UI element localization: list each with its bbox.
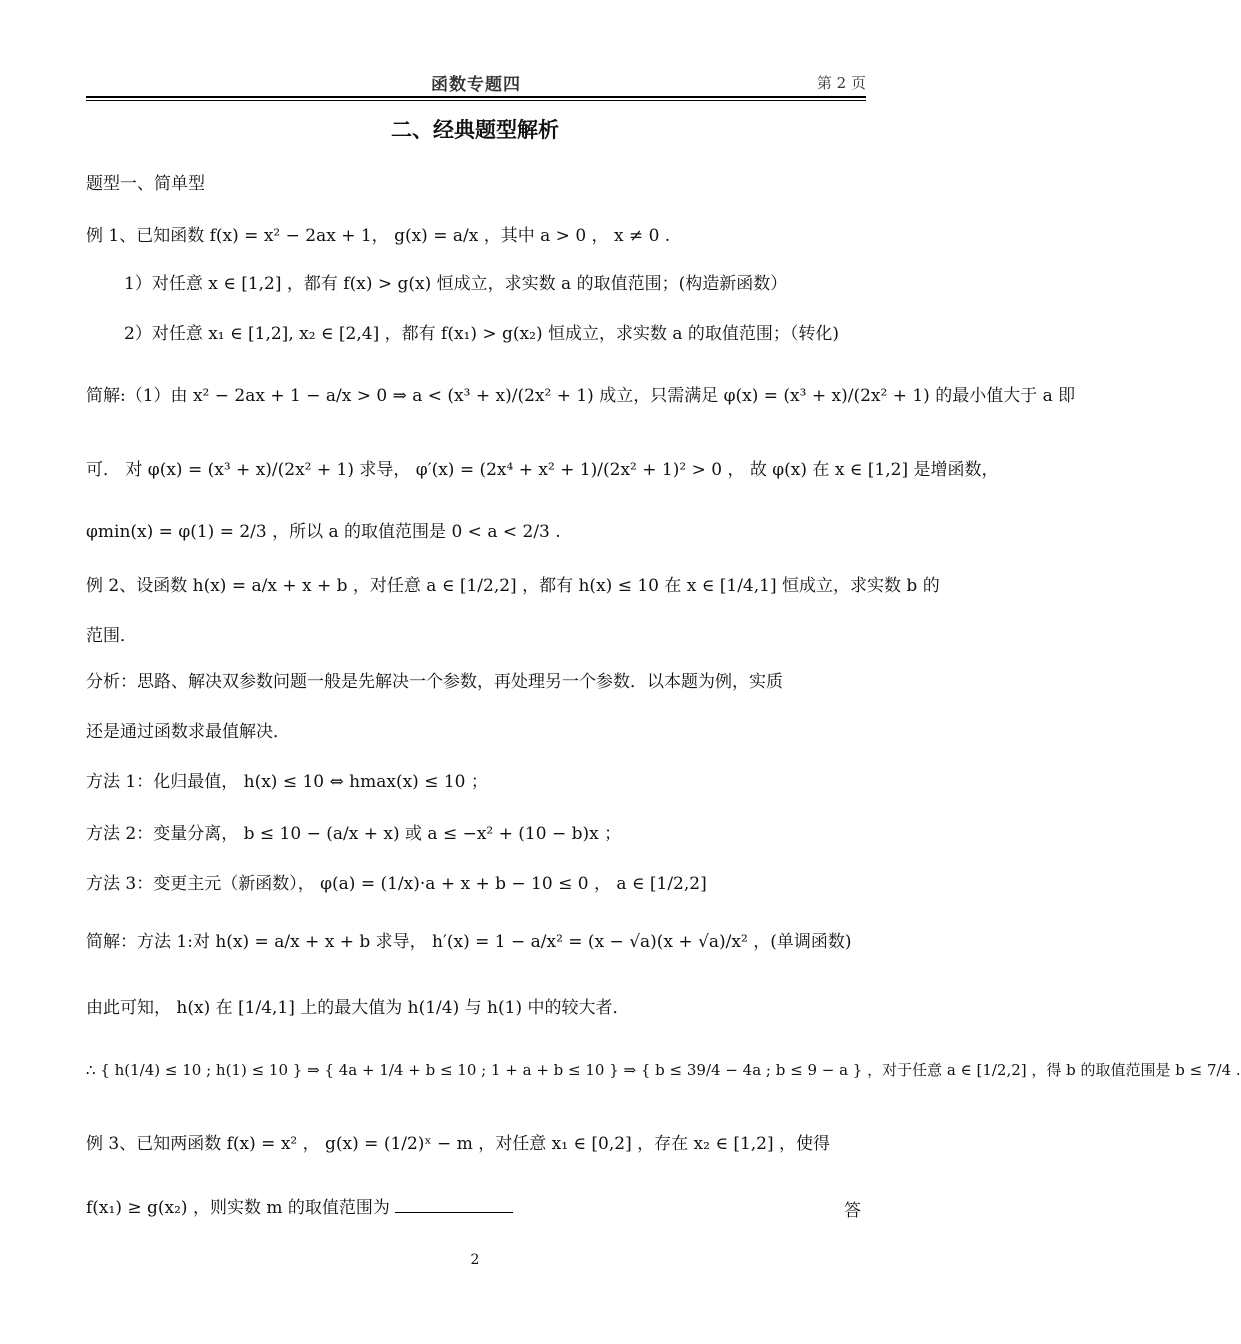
- example-1-statement: 例 1、已知函数 f(x) = x² − 2ax + 1， g(x) = a/x ，其中 a > 0 ， x ≠ 0 .: [86, 226, 671, 246]
- section-title: 二、经典题型解析: [391, 118, 559, 142]
- page-header: [86, 70, 866, 96]
- method-2: 方法 2：变量分离， b ≤ 10 − (a/x + x) 或 a ≤ −x² + (10 − b)x ；: [86, 824, 622, 844]
- header-rule-thick: [86, 96, 866, 98]
- solution-1-line-3: φmin(x) = φ(1) = 2/3 ，所以 a 的取值范围是 0 < a < 2/3 .: [86, 522, 561, 542]
- solution-2-derivative: 简解：方法 1:对 h(x) = a/x + x + b 求导， h′(x) = 1 − a/x² = (x − √a)(x + √a)/x² ，(单调函数): [86, 932, 852, 952]
- type-heading: 题型一、简单型: [86, 174, 205, 194]
- header-rule-thin: [86, 100, 866, 101]
- solution-2-max: 由此可知， h(x) 在 [1/4,1] 上的最大值为 h(1/4) 与 h(1) 中的较大者．: [86, 998, 630, 1018]
- example-1-part-2: 2）对任意 x₁ ∈ [1,2], x₂ ∈ [2,4] ，都有 f(x₁) > g(x₂) 恒成立，求实数 a 的取值范围；（转化): [124, 324, 840, 344]
- footer-page-number: 2: [470, 1252, 480, 1268]
- solution-2-system: ∴ { h(1/4) ≤ 10 ; h(1) ≤ 10 } ⇒ { 4a + 1/4 + b ≤ 10 ; 1 + a + b ≤ 10 } ⇒ { b ≤ 39/4 − 4a ; b ≤ 9 − a } ，对于任意 a ∈ [1/2,2] ，得 b 的取值范围是 b ≤ 7/4 .: [86, 1061, 1241, 1079]
- method-3: 方法 3：变更主元（新函数）， φ(a) = (1/x)·a + x + b − 10 ≤ 0 ， a ∈ [1/2,2]: [86, 874, 707, 894]
- example-2-statement-cont: 范围．: [86, 626, 137, 646]
- example-2-statement: 例 2、设函数 h(x) = a/x + x + b ，对任意 a ∈ [1/2,2] ，都有 h(x) ≤ 10 在 x ∈ [1/4,1] 恒成立，求实数 b 的: [86, 576, 940, 596]
- example-3-statement: 例 3、已知两函数 f(x) = x² ， g(x) = (1/2)ˣ − m ，对任意 x₁ ∈ [0,2] ，存在 x₂ ∈ [1,2] ，使得: [86, 1134, 831, 1154]
- analysis-line-2: 还是通过函数求最值解决．: [86, 722, 290, 742]
- header-page-label: 第 2 页: [816, 74, 866, 92]
- solution-1-line-2: 可． 对 φ(x) = (x³ + x)/(2x² + 1) 求导， φ′(x) = (2x⁴ + x² + 1)/(2x² + 1)² > 0 ， 故 φ(x) 在 x ∈ [1,2] 是增函数，: [86, 460, 999, 480]
- solution-1-line-1: 简解:（1）由 x² − 2ax + 1 − a/x > 0 ⇒ a < (x³ + x)/(2x² + 1) 成立，只需满足 φ(x) = (x³ + x)/(2x² + 1) 的最小值大于 a 即: [86, 386, 1076, 406]
- analysis-line-1: 分析：思路、解决双参数问题一般是先解决一个参数，再处理另一个参数．以本题为例，实质: [86, 672, 783, 692]
- example-3-question: [86, 1196, 513, 1220]
- answer-label: 答: [844, 1201, 861, 1221]
- example-1-part-1: 1）对任意 x ∈ [1,2] ，都有 f(x) > g(x) 恒成立，求实数 a 的取值范围；(构造新函数）: [124, 274, 788, 294]
- answer-blank[interactable]: [395, 1196, 513, 1213]
- method-1: 方法 1：化归最值， h(x) ≤ 10 ⇔ hmax(x) ≤ 10 ；: [86, 772, 488, 792]
- example-3-question-text: f(x₁) ≥ g(x₂) ，则实数 m 的取值范围为: [86, 1198, 390, 1218]
- header-title: 函数专题四: [431, 75, 521, 95]
